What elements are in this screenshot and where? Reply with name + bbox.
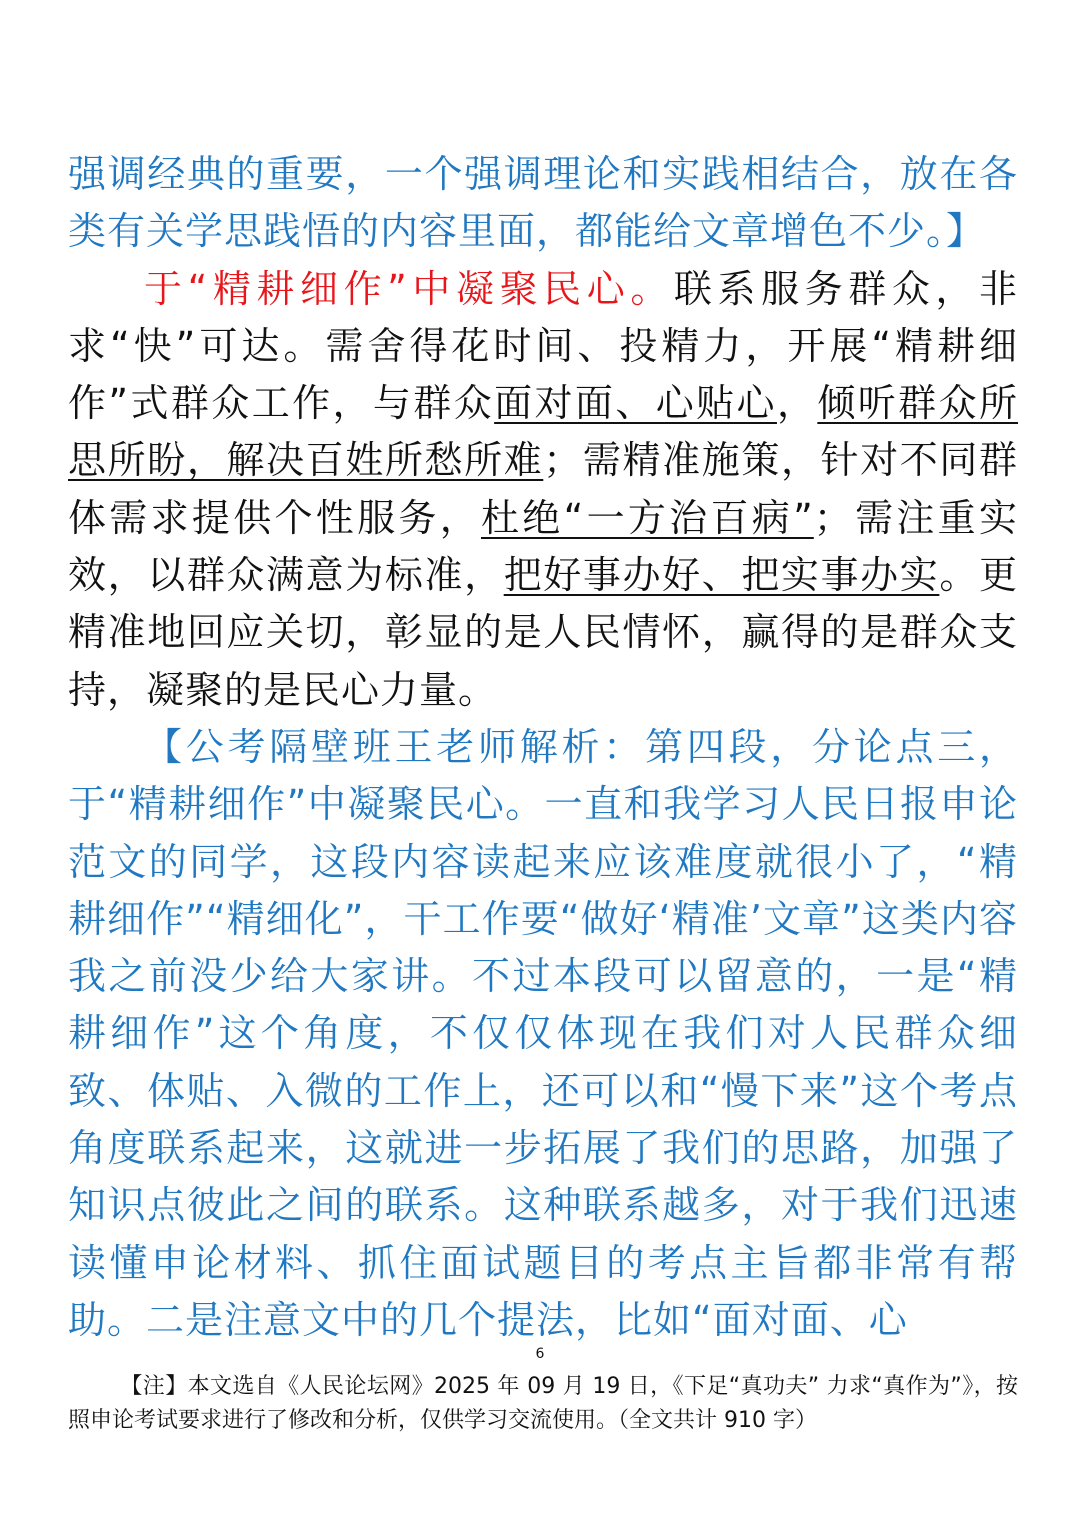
underlined-phrase: 把好事办好、把实事办实	[503, 553, 940, 598]
analysis-text: 强调经典的重要，一个强调理论和实践相结合，放在各类有关学思践悟的内容里面，都能给文章增色不少。】	[68, 152, 1018, 254]
body-sentence: ；需注重实效，以群众满意为标准，	[68, 495, 1018, 598]
body-sentence: ；需精准施策，针对不同群体需求提供个性服务，	[68, 438, 1018, 540]
analysis-paragraph-continued	[68, 146, 1018, 261]
sub-argument-heading: 于“精耕细作”中凝聚民心。	[144, 266, 674, 311]
sub-argument-paragraph	[68, 261, 1018, 719]
body-sentence: ，	[776, 381, 818, 426]
body-sentence: 。更精准地回应关切，彰显的是人民情怀，赢得的是群众支持，凝聚的是民心力量。	[68, 553, 1018, 712]
underlined-phrase: 杜绝“一方治百病”	[481, 495, 814, 540]
body-text	[68, 146, 1018, 1349]
underlined-phrase: 倾听群众所思所盼，解决百姓所愁所难	[68, 381, 1018, 483]
underlined-phrase: 面对面、心贴心	[494, 381, 777, 426]
body-sentence: 联系服务群众，非求“快”可达。需舍得花时间、投精力，开展“精耕细作”式群众工作，与群众	[68, 266, 1018, 426]
page-number: 6	[535, 1346, 545, 1362]
footnote	[68, 1370, 1018, 1438]
footnote-text: 【注】本文选自《人民论坛网》2025 年 09 月 19 日，《下足“真功夫” 力求“真作为”》，按照申论考试要求进行了修改和分析，仅供学习交流使用。（全文共计 910 字）	[68, 1374, 1018, 1433]
analysis-paragraph	[68, 719, 1018, 1349]
analysis-text: 【公考隔壁班王老师解析：第四段，分论点三，于“精耕细作”中凝聚民心。一直和我学习人民日报申论范文的同学，这段内容读起来应该难度就很小了，“精耕细作”“精细化”，干工作要“做好‘精准’文章”这类内容我之前没少给大家讲。不过本段可以留意的，一是“精耕细作”这个角度，不仅仅体现在我们对人民群众细致、体贴、入微的工作上，还可以和“慢下来”这个考点角度联系起来，这就进一步拓展了我们的思路，加强了知识点彼此之间的联系。这种联系越多，对于我们迅速读懂申论材料、抓住面试题目的考点主旨都非常有帮助。二是注意文中的几个提法，比如“面对面、心	[68, 724, 1018, 1342]
